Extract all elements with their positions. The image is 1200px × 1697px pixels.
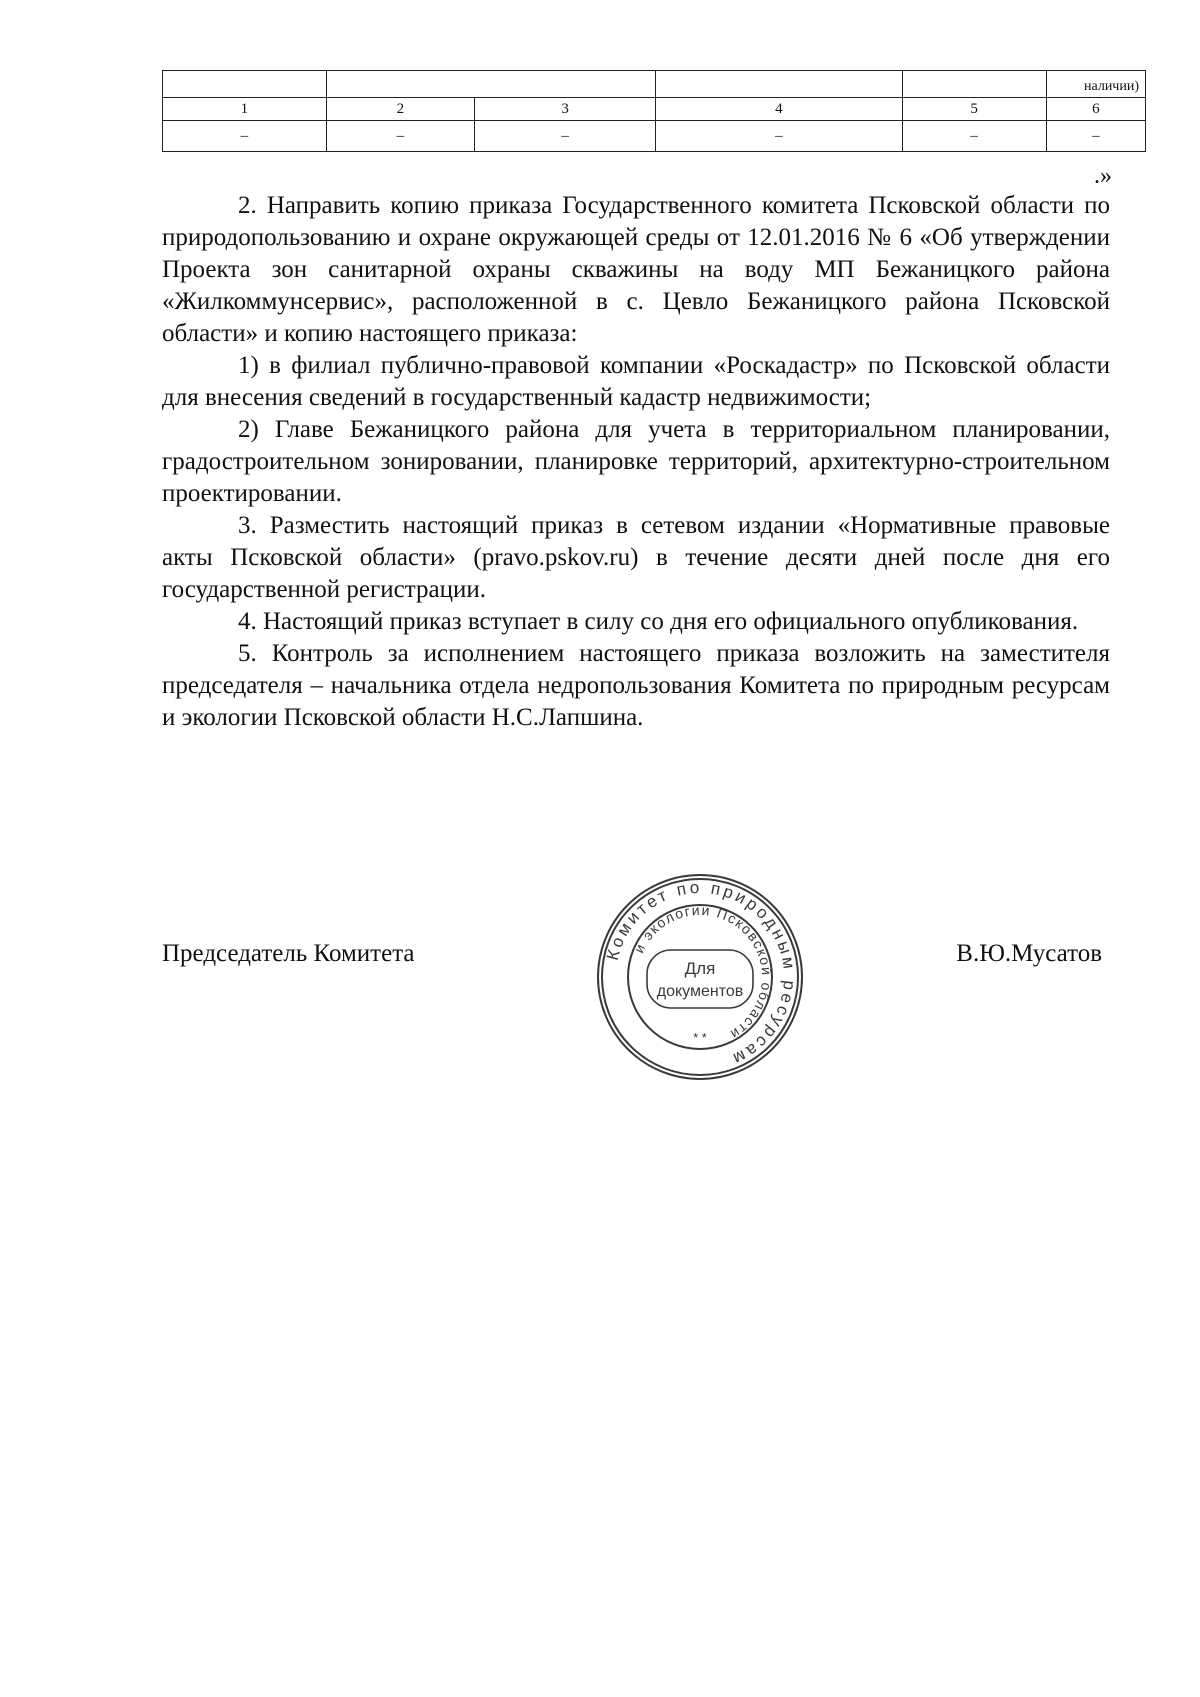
table-cell: 2	[326, 98, 474, 121]
table-cell	[163, 71, 327, 98]
seal-inner-text: и экологии Псковской области	[630, 901, 776, 1044]
seal-stars: * *	[693, 1030, 707, 1045]
order-body	[162, 190, 1110, 734]
paragraph-item-2: 2. Направить копию приказа Государственного комитета Псковской области по природопользованию и охране окружающей среды от 12.01.2016 № 6 «Об утверждении Проекта зон санитарной охраны скважины на воду МП Бежаницкого района «Жилкоммунсервис», расположенной в с. Цевло Бежаницкого района Псковской области» и копию настоящего приказа:	[162, 192, 1110, 347]
table-cell: –	[475, 121, 656, 152]
signatory-name: В.Ю.Мусатов	[956, 940, 1102, 967]
table-header-row	[163, 71, 1146, 98]
paragraph-subitem-2: 2) Главе Бежаницкого района для учета в территориальном планировании, градостроительном зонировании, планировке территорий, архитектурно-строительном проектировании.	[162, 416, 1110, 507]
seal-center-line2: документов	[656, 983, 744, 1000]
paragraph-subitem-1: 1) в филиал публично-правовой компании «Роскадастр» по Псковской области для внесения сведений в государственный кадастр недвижимости;	[162, 352, 1110, 411]
closing-quote: .»	[1094, 163, 1112, 189]
signatory-position: Председатель Комитета	[162, 940, 415, 967]
table-cell: 3	[475, 98, 656, 121]
table-cell: –	[163, 121, 327, 152]
table-row	[163, 121, 1146, 152]
table-cell	[902, 71, 1046, 98]
table-cell: –	[1046, 121, 1145, 152]
table-cell: –	[902, 121, 1046, 152]
table-cell: 6	[1046, 98, 1145, 121]
table-cell: –	[326, 121, 474, 152]
table-cell	[656, 71, 903, 98]
paragraph-item-5: 5. Контроль за исполнением настоящего приказа возложить на заместителя председателя – начальника отдела недропользования Комитета по природным ресурсам и экологии Псковской области Н.С.Лапшина.	[162, 640, 1110, 731]
seal-outer-text: Комитет по природным ресурсам	[602, 877, 800, 1070]
table-number-row	[163, 98, 1146, 121]
table-fragment	[162, 70, 1146, 152]
seal-icon	[595, 872, 805, 1082]
paragraph-item-4: 4. Настоящий приказ вступает в силу со дня его официального опубликования.	[238, 608, 1079, 635]
official-seal	[595, 872, 805, 1082]
seal-center-line1: Для	[684, 959, 716, 978]
table-cell	[326, 71, 655, 98]
table-cell: –	[656, 121, 903, 152]
table-cell: 5	[902, 98, 1046, 121]
table-cell: 4	[656, 98, 903, 121]
table-header-cell: наличии)	[1046, 71, 1145, 98]
paragraph-item-3: 3. Разместить настоящий приказ в сетевом издании «Нормативные правовые акты Псковской области» (pravo.pskov.ru) в течение десяти дней после дня его государственной регистрации.	[162, 512, 1110, 603]
table-cell: 1	[163, 98, 327, 121]
